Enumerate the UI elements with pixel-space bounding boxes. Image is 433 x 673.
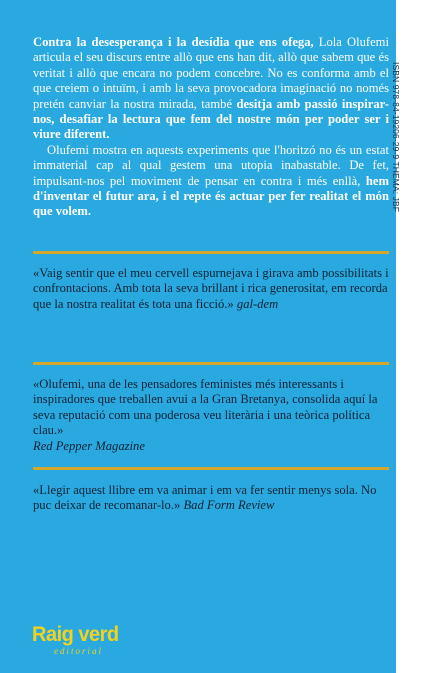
- review-quote-1: [33, 266, 389, 312]
- text-run: Lola Olufemi articula el seu discurs entre allò que ens han dit, allò que sabem que és veritat i allò que encara no podem concebre. No es conforma amb el que creiem o intuïm, i amb la seva provocadora imaginació no només pretén canviar la nostra mirada, també: [33, 35, 389, 111]
- quote-text: «Olufemi, una de les pensadores feministes més interessants i inspiradores que treballen avui a la Gran Bretanya, consolida aquí la seva reputació com una poderosa veu literària i una teòrica política clau.»: [33, 377, 378, 438]
- text-run: Olufemi mostra en aquests experiments que l'horitzó no és un estat immaterial cap al qual gestem una utopia inabastable. De fet, impulsant-nos pel moviment de pensar en contra i més enllà,: [33, 142, 389, 188]
- description: [33, 35, 389, 220]
- quote-source: gal-dem: [236, 296, 279, 311]
- isbn-barcode-area: [390, 12, 402, 262]
- quote-source: Bad Form Review: [183, 498, 275, 513]
- description-paragraph-1: [33, 35, 389, 143]
- quote-text: «Llegir aquest llibre em va animar i em va fer sentir menys sola. No puc deixar de recomanar-lo.»: [33, 483, 377, 513]
- isbn-text: ISBN 978-84-19206-29-9 THEMA: JBF: [391, 61, 401, 213]
- description-paragraph-2: [33, 143, 389, 220]
- divider-rule: [33, 362, 389, 365]
- divider-rule: [33, 467, 389, 470]
- review-quote-3: [33, 483, 389, 514]
- publisher-logo-sub: editorial: [54, 646, 103, 656]
- bold-text-run: desitja amb passió inspirar-nos, desafiar la lectura que fem del nostre món per poder ser i viure diferent.: [33, 96, 389, 142]
- quote-text: «Vaig sentir que el meu cervell espurnejava i girava amb possibilitats i confrontacions. Amb tota la seva brillant i rica generositat, em recorda que la nostra realitat és tota una ficció.»: [33, 266, 389, 311]
- divider-rule: [33, 251, 389, 254]
- review-quote-2: [33, 377, 389, 454]
- quote-source: Red Pepper Magazine: [33, 438, 145, 453]
- publisher-logo: [32, 624, 142, 656]
- bold-text-run: hem d'inventar el futur ara, i el repte és actuar per fer realitat el món que volem.: [33, 173, 389, 219]
- bold-text-run: Contra la desesperança i la desídia que ens ofega,: [33, 35, 314, 49]
- publisher-logo-name: Raig verd: [32, 622, 119, 647]
